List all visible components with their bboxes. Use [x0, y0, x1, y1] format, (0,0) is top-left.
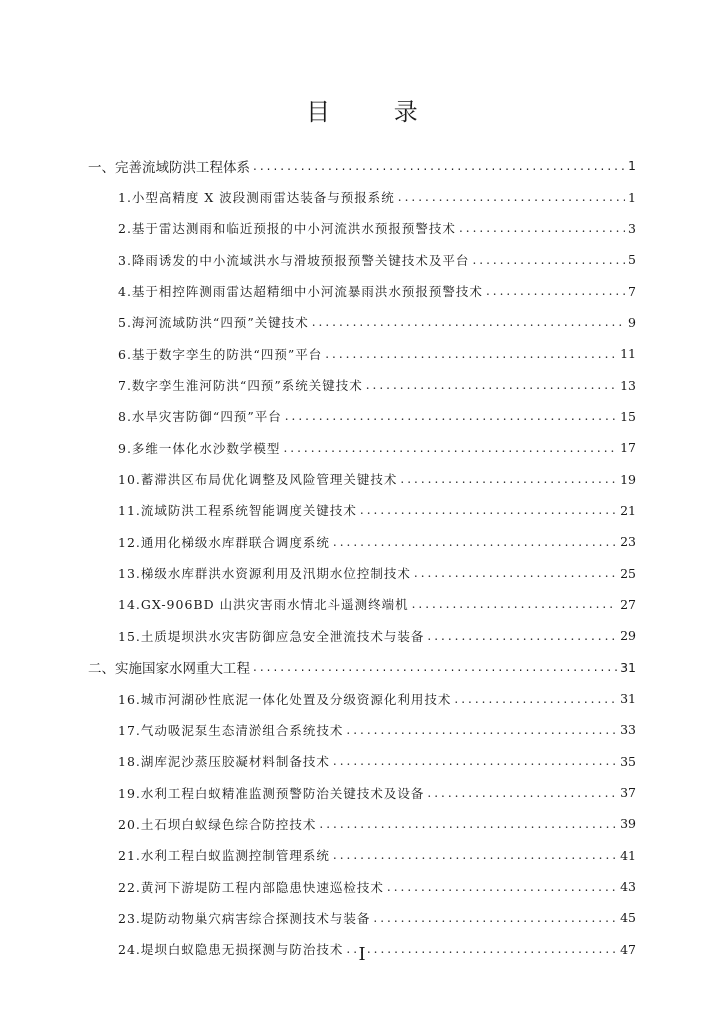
toc-entry[interactable]: [118, 432, 636, 463]
toc-entry[interactable]: [118, 557, 636, 588]
toc-page-number: 31: [620, 691, 636, 707]
toc-page-number: 13: [620, 377, 636, 393]
toc-page-number: 25: [620, 565, 636, 581]
toc-leader-dots: [253, 159, 625, 173]
toc-label: 19.水利工程白蚁精准监测预警防治关键技术及设备: [118, 785, 425, 801]
toc-page-number: 47: [620, 941, 636, 957]
toc-page-number: 43: [620, 879, 636, 895]
toc-page-number: 17: [620, 440, 636, 456]
toc-leader-dots: [427, 629, 617, 643]
toc-leader-dots: [283, 441, 617, 455]
toc-leader-dots: [454, 692, 617, 706]
toc-label: 15.土质堤坝洪水灾害防御应急安全泄流技术与装备: [118, 628, 425, 644]
toc-leader-dots: [360, 503, 617, 517]
toc-entry[interactable]: [118, 495, 636, 526]
toc-entry[interactable]: [118, 307, 636, 338]
toc-label: 22.黄河下游堤防工程内部隐患快速巡检技术: [118, 879, 384, 895]
toc-entry[interactable]: [118, 181, 636, 212]
toc-leader-dots: [412, 597, 618, 611]
page-number: I: [358, 944, 366, 965]
toc-leader-dots: [472, 253, 625, 267]
toc-page-number: 29: [620, 628, 636, 644]
toc-leader-dots: [333, 754, 617, 768]
toc-entry[interactable]: [118, 777, 636, 808]
toc-page-number: 7: [628, 283, 636, 299]
toc-page-number: 21: [620, 502, 636, 518]
toc-entry[interactable]: [118, 589, 636, 620]
toc-leader-dots: [366, 378, 617, 392]
toc-leader-dots: [253, 660, 617, 674]
toc-label: 5.海河流域防洪“四预”关键技术: [118, 315, 309, 331]
toc-page-number: 3: [628, 220, 636, 236]
toc-entry[interactable]: [118, 244, 636, 275]
toc-entry[interactable]: [118, 275, 636, 306]
table-of-contents: [0, 150, 724, 965]
toc-page-number: 37: [620, 785, 636, 801]
toc-label: 11.流域防洪工程系统智能调度关键技术: [118, 503, 357, 519]
toc-page-number: 1: [628, 189, 636, 205]
toc-label: 7.数字孪生淮河防洪“四预”系统关键技术: [118, 378, 363, 394]
toc-page-number: 15: [620, 408, 636, 424]
toc-page-number: 39: [620, 816, 636, 832]
toc-page-number: 19: [620, 471, 636, 487]
toc-leader-dots: [319, 817, 617, 831]
toc-leader-dots: [387, 880, 617, 894]
toc-label: 1.小型高精度 X 波段测雨雷达装备与预报系统: [118, 190, 395, 206]
toc-entry[interactable]: [118, 746, 636, 777]
toc-leader-dots: [346, 723, 617, 737]
toc-entry[interactable]: [118, 840, 636, 871]
toc-page-number: 9: [628, 314, 636, 330]
toc-page-number: 1: [628, 158, 636, 174]
toc-label: 8.水旱灾害防御“四预”平台: [118, 409, 282, 425]
toc-entry[interactable]: [118, 714, 636, 745]
toc-page-number: 33: [620, 722, 636, 738]
toc-page-number: 11: [620, 346, 636, 362]
toc-label: 17.气动吸泥泵生态清淤组合系统技术: [118, 722, 344, 738]
toc-entry[interactable]: [118, 463, 636, 494]
toc-page-number: 23: [620, 534, 636, 550]
toc-label: 24.堤坝白蚁隐患无损探测与防治技术: [118, 942, 344, 958]
toc-section[interactable]: [88, 652, 636, 683]
toc-section[interactable]: [88, 150, 636, 181]
toc-entry[interactable]: [118, 213, 636, 244]
toc-label: 16.城市河湖砂性底泥一体化处置及分级资源化利用技术: [118, 691, 452, 707]
toc-page-number: 35: [620, 753, 636, 769]
toc-entry[interactable]: [118, 369, 636, 400]
toc-leader-dots: [285, 409, 617, 423]
toc-label: 4.基于相控阵测雨雷达超精细中小河流暴雨洪水预报预警技术: [118, 284, 483, 300]
toc-entry[interactable]: [118, 620, 636, 651]
toc-leader-dots: [414, 566, 617, 580]
toc-page-number: 31: [620, 659, 636, 675]
toc-entry[interactable]: [118, 338, 636, 369]
toc-entry[interactable]: [118, 902, 636, 933]
toc-entry[interactable]: [118, 808, 636, 839]
toc-leader-dots: [400, 472, 617, 486]
page-title: 目 录: [306, 98, 446, 126]
toc-label: 二、实施国家水网重大工程: [88, 661, 250, 678]
toc-label: 18.湖库泥沙蒸压胶凝材料制备技术: [118, 754, 330, 770]
toc-label: 3.降雨诱发的中小流域洪水与滑坡预报预警关键技术及平台: [118, 252, 470, 268]
toc-leader-dots: [427, 786, 617, 800]
toc-label: 9.多维一体化水沙数学模型: [118, 440, 281, 456]
toc-leader-dots: [312, 315, 625, 329]
toc-leader-dots: [398, 190, 625, 204]
toc-label: 20.土石坝白蚁绿色综合防控技术: [118, 816, 317, 832]
toc-page-number: 45: [620, 910, 636, 926]
toc-entry[interactable]: [118, 401, 636, 432]
toc-entry[interactable]: [118, 683, 636, 714]
toc-label: 12.通用化梯级水库群联合调度系统: [118, 534, 330, 550]
toc-page-number: 5: [628, 252, 636, 268]
toc-entry[interactable]: [118, 871, 636, 902]
toc-page-number: 41: [620, 847, 636, 863]
toc-label: 14.GX-906BD 山洪灾害雨水情北斗遥测终端机: [118, 597, 409, 613]
toc-leader-dots: [373, 911, 617, 925]
toc-label: 21.水利工程白蚁监测控制管理系统: [118, 848, 330, 864]
toc-label: 10.蓄滞洪区布局优化调整及风险管理关键技术: [118, 472, 398, 488]
toc-label: 2.基于雷达测雨和临近预报的中小河流洪水预报预警技术: [118, 221, 456, 237]
toc-label: 一、完善流域防洪工程体系: [88, 159, 250, 176]
toc-label: 23.堤防动物巢穴病害综合探测技术与装备: [118, 910, 371, 926]
toc-leader-dots: [459, 221, 625, 235]
toc-entry[interactable]: [118, 526, 636, 557]
toc-leader-dots: [325, 347, 617, 361]
toc-label: 6.基于数字孪生的防洪“四预”平台: [118, 346, 323, 362]
toc-leader-dots: [486, 284, 625, 298]
toc-label: 13.梯级水库群洪水资源利用及汛期水位控制技术: [118, 566, 411, 582]
toc-leader-dots: [333, 535, 617, 549]
toc-page-number: 27: [620, 596, 636, 612]
toc-leader-dots: [333, 848, 617, 862]
